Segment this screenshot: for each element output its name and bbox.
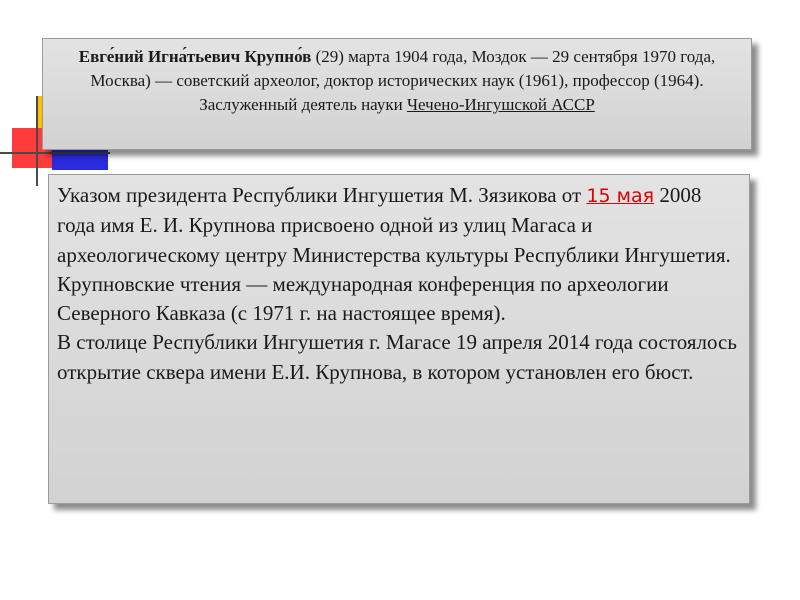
paragraph-decree-text: Указом президента Республики Ингушетия М. Зязикова от <box>57 183 587 207</box>
paragraph-decree-text-end: 2008 года имя Е. И. Крупнова присвоено одной из улиц Магаса и археологическому центру Министерства культуры Республики Ингушетия. <box>57 183 731 267</box>
person-name: Евге́ний Игна́тьевич Крупно́в <box>78 47 312 66</box>
decorative-vertical-line <box>36 96 38 186</box>
paragraph-readings: Крупновские чтения — международная конференция по археологии Северного Кавказа (с 1971 г. на настоящее время). <box>57 271 669 326</box>
chechen-ingush-assr-link[interactable]: Чечено-Ингушской АССР <box>406 95 595 114</box>
paragraph-decree <box>57 181 741 270</box>
paragraph-square: В столице Республики Ингушетия г. Магасе 19 апреля 2014 года состоялось открытие сквера имени Е.И. Крупнова, в котором установлен его бюст. <box>57 330 737 384</box>
may-15-link[interactable]: 15 мая <box>586 185 655 207</box>
main-text-box <box>48 174 750 504</box>
biography-header-box <box>42 38 752 150</box>
biography-text: (29) марта 1904 года, Моздок — 29 сентября 1970 года, Москва) — советский археолог, доктор исторических наук (1961), профессор (1964). Заслуженный деятель науки <box>90 47 716 114</box>
decorative-horizontal-line <box>0 152 110 154</box>
